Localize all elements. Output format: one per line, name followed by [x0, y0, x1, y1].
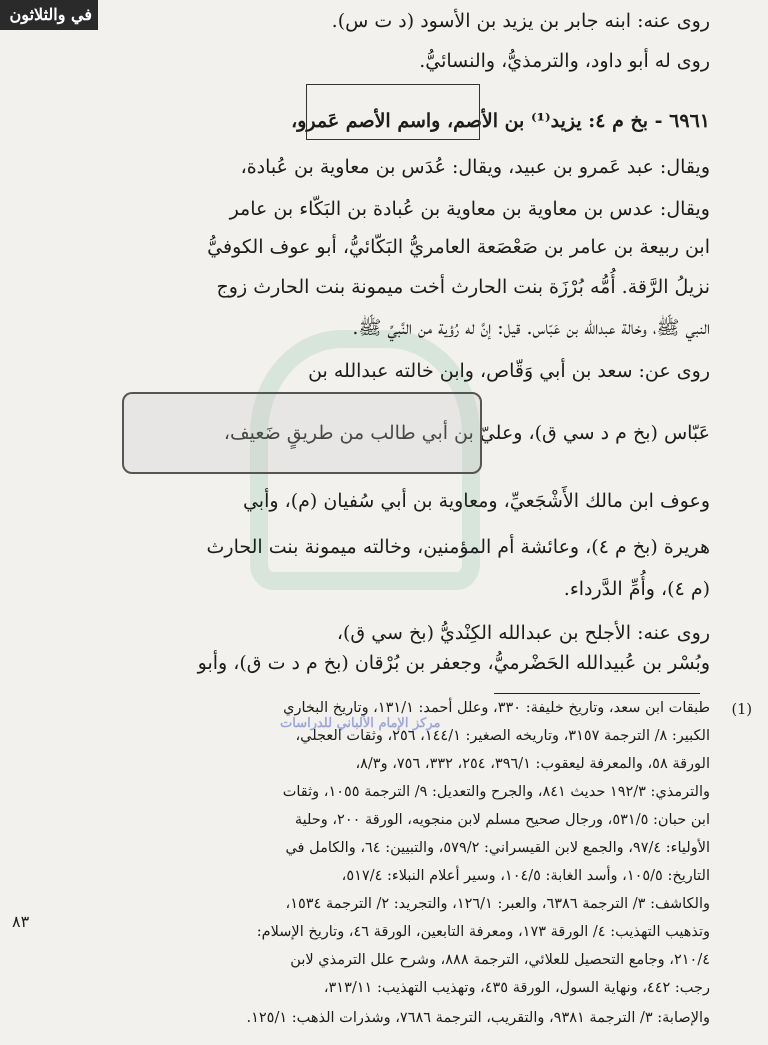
text-line: هريرة (بخ م ٤)، وعائشة أم المؤمنين، وخالته ميمونة بنت الحارث — [206, 536, 710, 558]
text-line: وعوف ابن مالك الأَشْجَعيِّ، ومعاوية بن أبي سُفيان (م)، وأبي — [242, 490, 710, 512]
text-line: روى عنه: ابنه جابر بن يزيد بن الأسود (د ت س). — [331, 10, 710, 32]
highlight-box-name — [306, 84, 480, 140]
highlight-box-weak-chain — [122, 392, 482, 474]
text-line: النبي ﷺ، وخالة عبدالله بن عَبّاس. قيل: إنَّ له رُؤية من النَّبيِّ ﷺ. — [352, 317, 710, 339]
footnote-separator — [494, 693, 700, 694]
footnote-line: التاريخ: ١٠٥/٥، وأسد الغابة: ١٠٤/٥، وسير أعلام النبلاء: ٥١٧/٤، — [341, 868, 710, 884]
footnote-number: (1) — [731, 702, 752, 718]
text-line: روى عنه: الأجلح بن عبدالله الكِنْديُّ (بخ سي ق)، — [336, 622, 710, 644]
text-line: روى عن: سعد بن أبي وَقّاص، وابن خالته عبدالله بن — [308, 360, 710, 382]
page-number: ٨٣ — [12, 912, 30, 931]
footnote-line: والترمذي: ١٩٢/٣ حديث ٨٤١، والجرح والتعديل: ٩/ الترجمة ١٠٥٥، وثقات — [282, 784, 710, 800]
footnote-line: ابن حبان: ٥٣١/٥، ورجال صحيح مسلم لابن منجويه، الورقة ٢٠٠، وحلية — [294, 812, 710, 828]
chapter-header-tab: في والثلاثون — [0, 0, 98, 30]
text-line: عَبّاس (بخ م د سي ق)، وعليّ بن أبي طالب من طريقٍ ضَعيف، — [223, 422, 710, 444]
footnote-line: الكبير: ٨/ الترجمة ٣١٥٧، وتاريخه الصغير: ١٤٤/١، ٢٥٦، وثقات العجلي، — [295, 728, 710, 744]
footnote-line: والكاشف: ٣/ الترجمة ٦٣٨٦، والعبر: ١٢٦/١، والتجريد: ٢/ الترجمة ١٥٣٤، — [285, 896, 710, 912]
footnote-line: الأولياء: ٩٧/٤، والجمع لابن القيسراني: ٥٧٩/٢، والتبيين: ٦٤، والكامل في — [285, 840, 710, 856]
footnote-line: ٢١٠/٤، وجامع التحصيل للعلائي، الترجمة ٨٨٨، وشرح علل الترمذي لابن — [290, 952, 710, 968]
text-line: ابن ربيعة بن عامر بن صَعْصَعة العامريُّ البَكّائيُّ، أبو عوف الكوفيُّ — [207, 236, 710, 258]
watermark-text: مركز الإمام الألباني للدراسات — [280, 716, 441, 731]
footnote-line: الورقة ٥٨، والمعرفة ليعقوب: ٣٩٦/١، ٢٥٤، ٣٣٢، ٧٥٦، و٨/٣، — [355, 756, 710, 772]
text-line: وبُسْر بن عُبيدالله الحَضْرميُّ، وجعفر بن بُرْقان (بخ م د ت ق)، وأبو — [197, 652, 710, 674]
footnote-line: وتذهيب التهذيب: ٤/ الورقة ١٧٣، ومعرفة التابعين، الورقة ٤٦، وتاريخ الإسلام: — [256, 924, 710, 940]
text-line: ويقال: عبد عَمرو بن عبيد، ويقال: عُدَس بن معاوية بن عُبادة، — [240, 156, 710, 178]
text-line: (م ٤)، وأُمِّ الدَّرداء. — [563, 578, 710, 600]
footnote-line: رجب: ٤٤٢، ونهاية السول، الورقة ٤٣٥، وتهذيب التهذيب: ٣١٣/١١، — [323, 980, 710, 996]
text-line: نزيلُ الرَّقة. أُمُّه بُرْزَة بنت الحارث أخت ميمونة بنت الحارث زوج — [216, 276, 710, 298]
text-line: روى له أبو داود، والترمذيُّ، والنسائيُّ. — [419, 50, 710, 72]
footnote-line: طبقات ابن سعد، وتاريخ خليفة: ٣٣٠، وعلل أحمد: ١٣١/١، وتاريخ البخاري — [283, 700, 710, 716]
entry-heading: ٦٩٦١ - بخ م ٤: يزيد⁽¹⁾ بن الأصم، واسم الأصم عَمرو، — [291, 110, 710, 132]
text-line: ويقال: عدس بن معاوية بن معاوية بن عُبادة بن البَكّاء بن عامر — [229, 198, 710, 220]
footnote-line: والإصابة: ٣/ الترجمة ٩٣٨١، والتقريب، الترجمة ٧٦٨٦، وشذرات الذهب: ١٢٥/١. — [246, 1010, 710, 1026]
